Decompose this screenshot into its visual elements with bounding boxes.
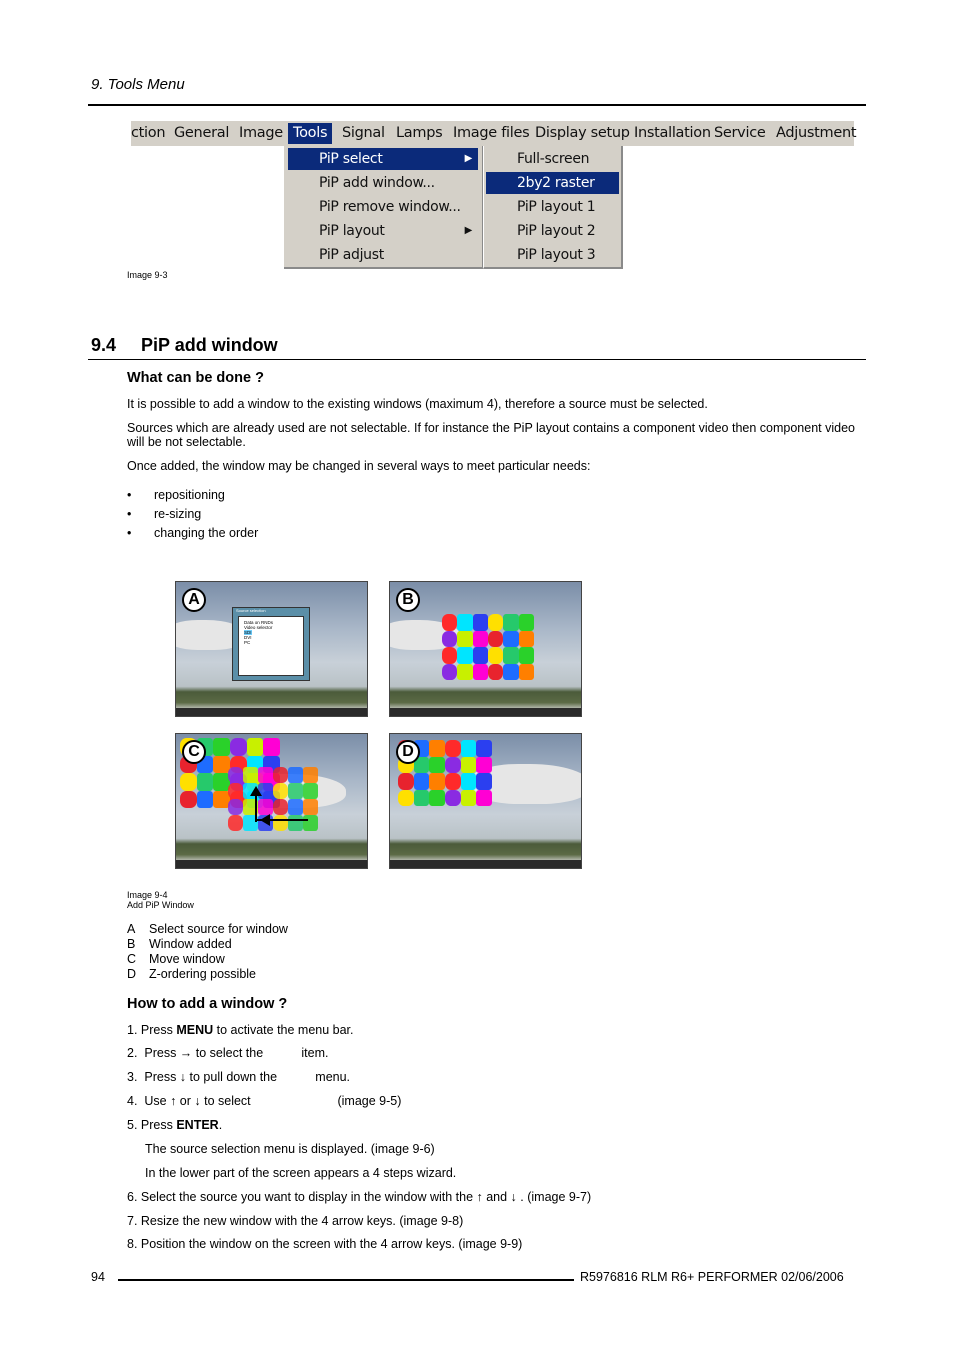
badge-a: A bbox=[182, 588, 206, 612]
panel-a bbox=[175, 581, 368, 717]
paragraph: Once added, the window may be changed in several ways to meet particular needs: bbox=[127, 459, 591, 473]
mosaic-cell bbox=[488, 664, 503, 681]
dialog-title: Source selection bbox=[236, 608, 266, 613]
mosaic-cell bbox=[243, 767, 258, 783]
mosaic-cell bbox=[429, 757, 445, 774]
panel-b bbox=[389, 581, 582, 717]
dropdown-item-pip-select: PiP select ▶ bbox=[288, 148, 478, 170]
page-number: 94 bbox=[91, 1270, 105, 1284]
mosaic-cell bbox=[519, 647, 534, 664]
mosaic-cell bbox=[473, 631, 488, 648]
mosaic-cell bbox=[228, 767, 243, 783]
step-2: 2. Press → to select the item. bbox=[127, 1046, 329, 1060]
menubar-item: Display setup bbox=[535, 125, 630, 141]
mosaic-cell bbox=[503, 614, 518, 631]
mosaic-cell bbox=[519, 614, 534, 631]
dropdown-item: PiP add window... bbox=[319, 175, 435, 191]
step-7: 7. Resize the new window with the 4 arrow keys. (image 9-8) bbox=[127, 1214, 464, 1228]
mosaic-cell bbox=[503, 631, 518, 648]
mosaic-cell bbox=[445, 773, 461, 790]
dialog-item-selected: SDI bbox=[244, 630, 252, 635]
subheading-what: What can be done ? bbox=[127, 370, 264, 386]
badge-b: B bbox=[396, 588, 420, 612]
submenu-item-selected: 2by2 raster bbox=[486, 172, 619, 194]
mosaic-cell bbox=[519, 631, 534, 648]
section-number: 9.4 bbox=[91, 335, 117, 355]
wizard-strip bbox=[390, 708, 581, 716]
pip-select-submenu bbox=[483, 146, 623, 269]
image-caption-title: Add PiP Window bbox=[127, 900, 194, 910]
pip-window-mosaic bbox=[442, 614, 534, 680]
mosaic-cell bbox=[414, 773, 430, 790]
mosaic-cell bbox=[429, 773, 445, 790]
footer-rule bbox=[118, 1279, 574, 1281]
mosaic-cell bbox=[398, 790, 414, 807]
menubar-item: Installation bbox=[634, 125, 711, 141]
chapter-title: 9. Tools Menu bbox=[91, 76, 185, 93]
menubar-item: Image bbox=[239, 125, 283, 141]
document-reference: R5976816 RLM R6+ PERFORMER 02/06/2006 bbox=[580, 1270, 844, 1284]
mosaic-cell bbox=[503, 664, 518, 681]
dropdown-item: PiP adjust bbox=[319, 247, 384, 263]
step-6: 6. Select the source you want to display in the window with the ↑ and ↓ . (image 9-7) bbox=[127, 1190, 592, 1204]
mosaic-cell bbox=[180, 773, 197, 791]
mosaic-cell bbox=[258, 767, 273, 783]
mosaic-cell bbox=[461, 773, 477, 790]
step-5-note: In the lower part of the screen appears a 4 steps wizard. bbox=[145, 1166, 457, 1180]
mosaic-cell bbox=[303, 767, 318, 783]
mosaic-cell bbox=[180, 791, 197, 809]
paragraph: It is possible to add a window to the existing windows (maximum 4), therefore a source must be selected. bbox=[127, 397, 708, 411]
mosaic-cell bbox=[476, 740, 492, 757]
mosaic-cell bbox=[476, 757, 492, 774]
mosaic-cell bbox=[457, 614, 472, 631]
image-caption: Image 9-3 bbox=[127, 270, 168, 280]
menubar-item: Lamps bbox=[396, 125, 443, 141]
mosaic-cell bbox=[473, 664, 488, 681]
mosaic-cell bbox=[476, 773, 492, 790]
mosaic-cell bbox=[445, 757, 461, 774]
step-4: 4. Use ↑ or ↓ to select (image 9-5) bbox=[127, 1094, 402, 1108]
dialog-item: DVI bbox=[244, 635, 252, 640]
mosaic-cell bbox=[457, 647, 472, 664]
header-rule bbox=[88, 104, 866, 106]
mosaic-cell bbox=[488, 631, 503, 648]
mosaic-cell bbox=[288, 767, 303, 783]
section-heading: PiP add window bbox=[141, 335, 278, 355]
menubar-item: General bbox=[174, 125, 230, 141]
mosaic-cell bbox=[429, 790, 445, 807]
dropdown-item-pip-layout: PiP layout ▶ bbox=[288, 220, 478, 242]
step-5: 5. Press ENTER. bbox=[127, 1118, 223, 1132]
paragraph: Sources which are already used are not selectable. If for instance the PiP layout contains a component video then component video will be not selectable. bbox=[127, 421, 855, 449]
step-5-note: The source selection menu is displayed. (image 9-6) bbox=[145, 1142, 435, 1156]
mosaic-cell bbox=[519, 664, 534, 681]
menubar-item: Service bbox=[714, 125, 766, 141]
mosaic-cell bbox=[414, 790, 430, 807]
panel-c bbox=[175, 733, 368, 869]
mosaic-cell bbox=[457, 631, 472, 648]
move-arrow-icon bbox=[236, 786, 316, 826]
mosaic-cell bbox=[473, 614, 488, 631]
mosaic-cell bbox=[442, 631, 457, 648]
source-selection-dialog bbox=[232, 607, 310, 681]
tools-dropdown bbox=[284, 146, 484, 269]
mosaic-cell bbox=[442, 647, 457, 664]
step-3: 3. Press ↓ to pull down the menu. bbox=[127, 1070, 351, 1084]
mosaic-cell bbox=[503, 647, 518, 664]
menubar-item: ction bbox=[131, 125, 166, 141]
dialog-item: PC bbox=[244, 640, 251, 645]
section-title bbox=[91, 335, 278, 356]
mosaic-cell bbox=[442, 614, 457, 631]
dialog-item: Data on RNDs bbox=[244, 620, 274, 625]
badge-c: C bbox=[182, 740, 206, 764]
mosaic-cell bbox=[247, 738, 264, 756]
mosaic-cell bbox=[442, 664, 457, 681]
submenu-item: PiP layout 3 bbox=[517, 247, 596, 263]
mosaic-cell bbox=[213, 738, 230, 756]
subheading-how: How to add a window ? bbox=[127, 996, 288, 1012]
menubar-item: Image files bbox=[453, 125, 530, 141]
submenu-arrow-icon: ▶ bbox=[464, 153, 472, 164]
step-8: 8. Position the window on the screen with the 4 arrow keys. (image 9-9) bbox=[127, 1237, 523, 1251]
mosaic-cell bbox=[230, 738, 247, 756]
mosaic-cell bbox=[461, 790, 477, 807]
mosaic-cell bbox=[461, 757, 477, 774]
wizard-strip bbox=[176, 860, 367, 868]
mosaic-cell bbox=[263, 738, 280, 756]
mosaic-cell bbox=[429, 740, 445, 757]
dialog-item: Video selector bbox=[244, 625, 273, 630]
mosaic-cell bbox=[445, 740, 461, 757]
mosaic-cell bbox=[398, 773, 414, 790]
mosaic-cell bbox=[273, 767, 288, 783]
image-caption: Image 9-4 bbox=[127, 890, 168, 900]
menu-bar-screenshot bbox=[131, 121, 857, 146]
step-1: 1. Press MENU to activate the menu bar. bbox=[127, 1023, 354, 1037]
wizard-strip bbox=[390, 860, 581, 868]
mosaic-cell bbox=[461, 740, 477, 757]
mosaic-cell bbox=[197, 791, 214, 809]
wizard-strip bbox=[176, 708, 367, 716]
mosaic-cell bbox=[488, 647, 503, 664]
menubar-item: Signal bbox=[342, 125, 385, 141]
submenu-item: Full-screen bbox=[517, 151, 590, 167]
submenu-item: PiP layout 1 bbox=[517, 199, 596, 215]
mosaic-cell bbox=[476, 790, 492, 807]
mosaic-cell bbox=[488, 614, 503, 631]
badge-d: D bbox=[396, 740, 420, 764]
submenu-arrow-icon: ▶ bbox=[464, 225, 472, 236]
dropdown-item: PiP remove window... bbox=[319, 199, 461, 215]
mosaic-cell bbox=[457, 664, 472, 681]
menubar-item: Adjustment bbox=[776, 125, 857, 141]
menubar-item-active: Tools bbox=[288, 123, 332, 144]
submenu-item: PiP layout 2 bbox=[517, 223, 596, 239]
panel-d bbox=[389, 733, 582, 869]
section-rule bbox=[88, 359, 866, 360]
mosaic-cell bbox=[197, 773, 214, 791]
mosaic-cell bbox=[445, 790, 461, 807]
mosaic-cell bbox=[473, 647, 488, 664]
